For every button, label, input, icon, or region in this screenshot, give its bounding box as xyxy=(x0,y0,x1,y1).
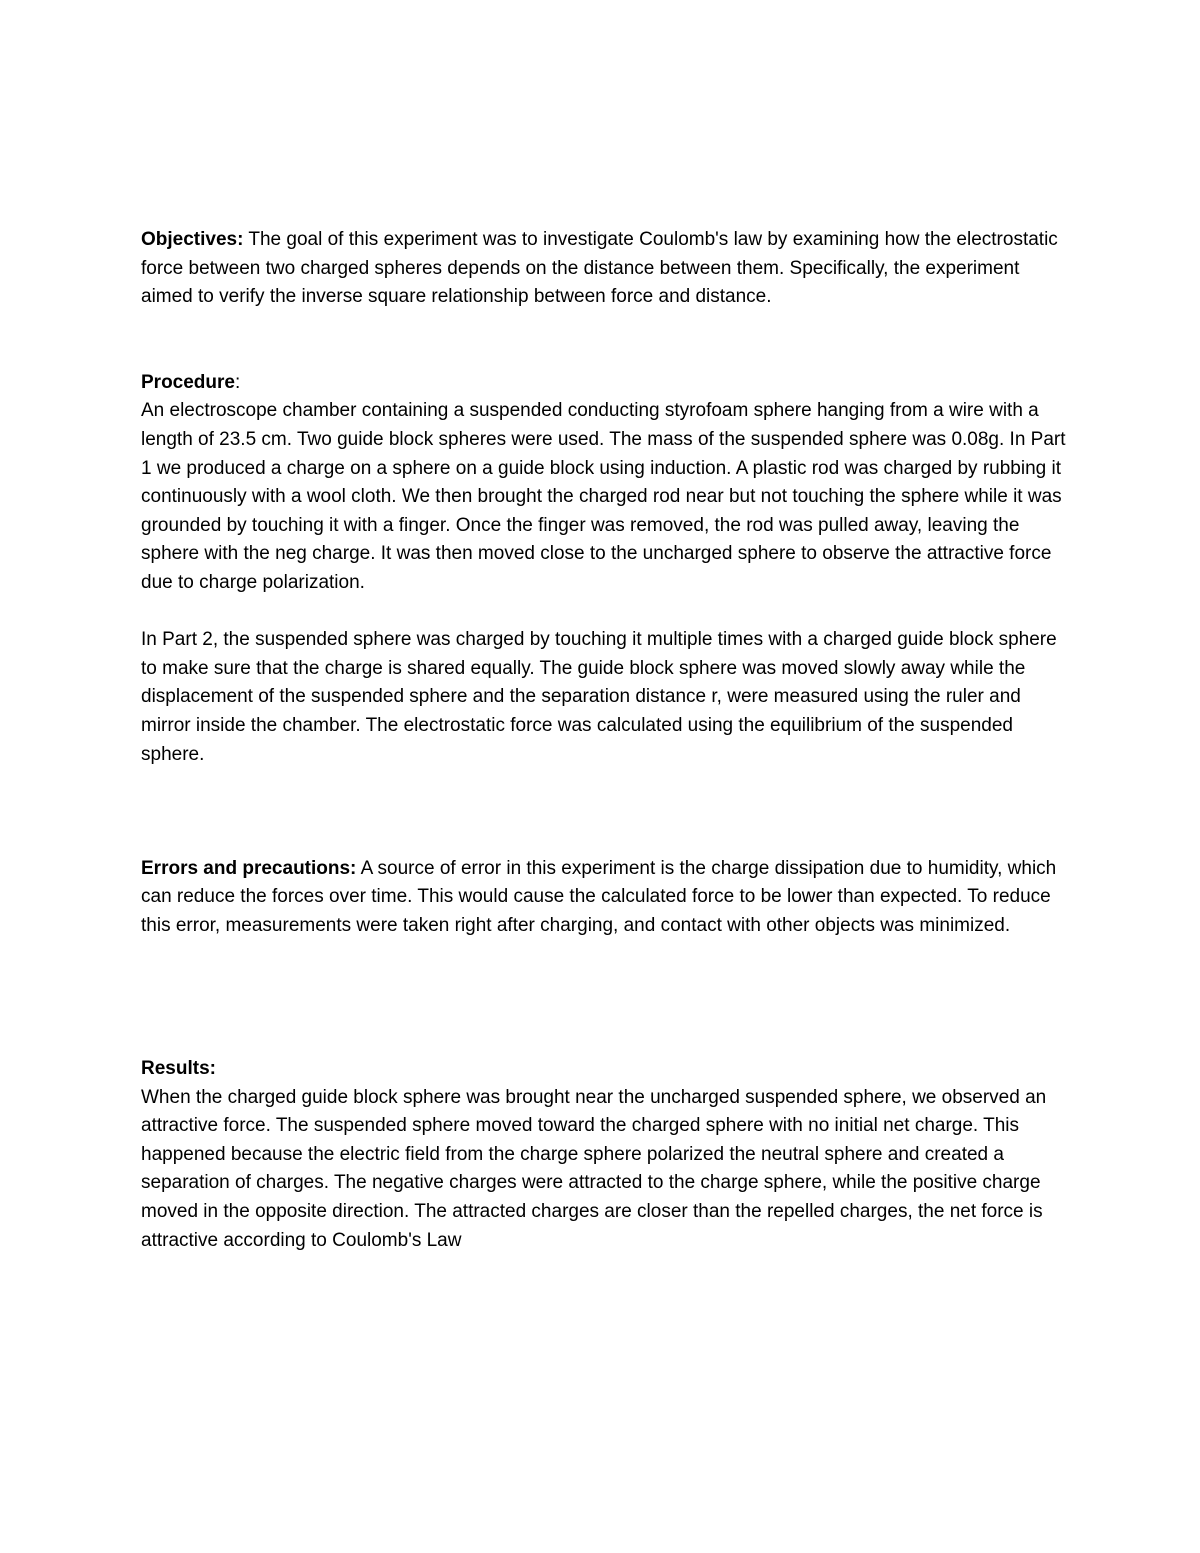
procedure-heading: Procedure xyxy=(141,371,235,393)
errors-heading: Errors and precautions: xyxy=(141,857,357,879)
results-heading-line xyxy=(141,1055,1066,1084)
procedure-paragraph-2: In Part 2, the suspended sphere was charged by touching it multiple times with a charged guide block sphere to make sure that the charge is shared equally. The guide block sphere was moved slowly away while the displacement of the suspended sphere and the separation distance r, were measured using the ruler and mirror inside the chamber. The electrostatic force was calculated using the equilibrium of the suspended sphere. xyxy=(141,629,1057,765)
objectives-text: The goal of this experiment was to investigate Coulomb's law by examining how the electrostatic force between two charged spheres depends on the distance between them. Specifically, the experiment aimed to verify the inverse square relationship between force and distance. xyxy=(141,229,1058,308)
objectives-heading: Objectives: xyxy=(141,229,244,250)
procedure-heading-line xyxy=(141,369,1066,398)
results-paragraph-1: When the charged guide block sphere was brought near the uncharged suspended sphere, we observed an attractive force. The suspended sphere moved toward the charged sphere with no initial net charge. This happened because the electric field from the charge sphere polarized the neutral sphere and created a separation of charges. The negative charges were attracted to the charge sphere, while the positive charge moved in the opposite direction. The attracted charges are closer than the repelled charges, the net force is attractive according to Coulomb's Law xyxy=(141,1086,1047,1251)
errors-text: A source of error in this experiment is the charge dissipation due to humidity, which can reduce the forces over time. This would cause the calculated force to be lower than expected. To reduce this error, measurements were taken right after charging, and contact with other objects was minimized. xyxy=(141,857,1057,937)
results-heading: Results: xyxy=(141,1058,216,1080)
procedure-paragraph-1: An electroscope chamber containing a suspended conducting styrofoam sphere hanging from a wire with a length of 23.5 cm. Two guide block spheres were used. The mass of the suspended sphere was 0.08g. In Part 1 we produced a charge on a sphere on a guide block using induction. A plastic rod was charged by rubbing it continuously with a wool cloth. We then brought the charged rod near but not touching the sphere while it was grounded by touching it with a finger. Once the finger was removed, the rod was pulled away, leaving the sphere with the neg charge. It was then moved close to the uncharged sphere to observe the attractive force due to charge polarization. xyxy=(141,400,1066,593)
objectives-paragraph xyxy=(141,226,1066,312)
errors-paragraph xyxy=(141,855,1066,941)
document-body xyxy=(141,226,1066,1255)
procedure-heading-colon: : xyxy=(234,371,241,393)
